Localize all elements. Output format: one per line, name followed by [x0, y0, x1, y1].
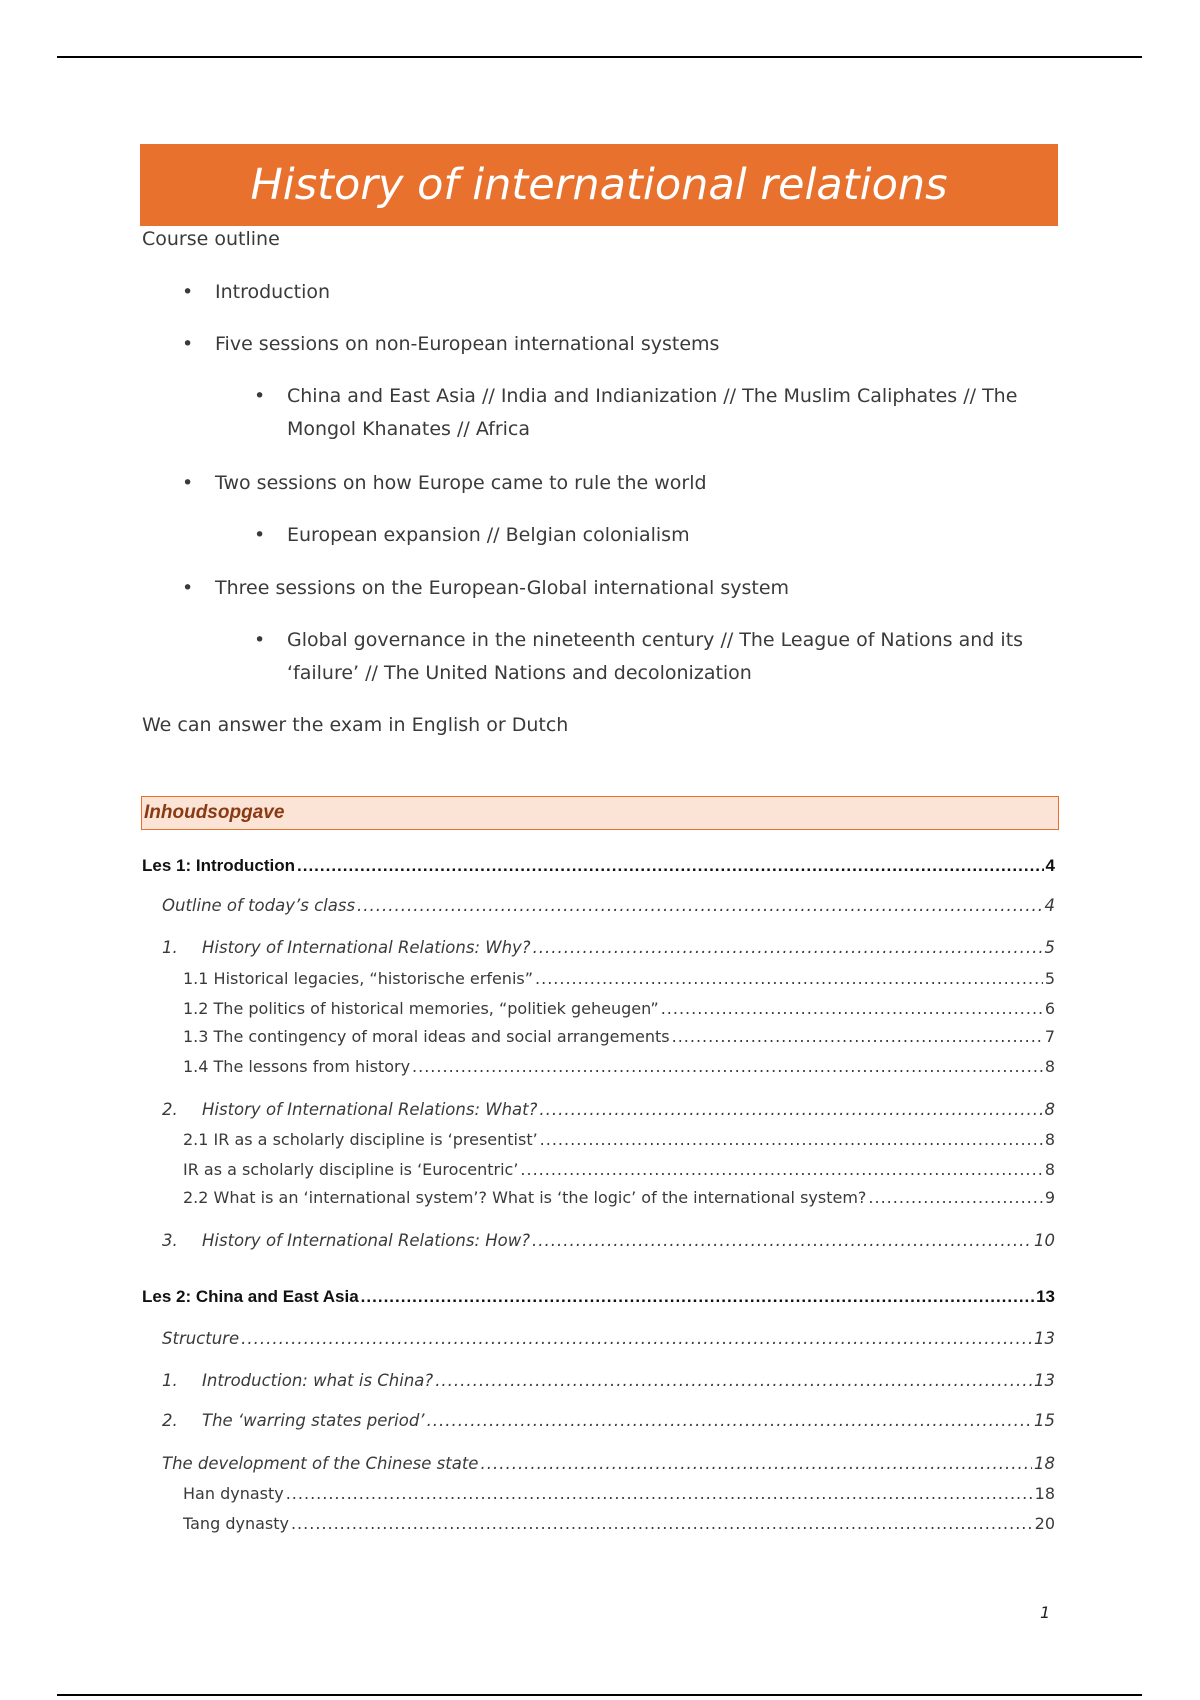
- toc-leader: [412, 1057, 1043, 1076]
- toc-entry[interactable]: [162, 938, 1055, 957]
- bullet-subitem: [254, 380, 1057, 446]
- toc-leader: [535, 969, 1043, 988]
- toc-entry-text: 1.4 The lessons from history: [183, 1057, 411, 1076]
- bullet-marker: •: [254, 629, 266, 651]
- bullet-item: [182, 328, 1055, 361]
- toc-entry-text: History of International Relations: How?: [202, 1231, 531, 1250]
- toc-leader: [357, 896, 1042, 915]
- bullet-marker: •: [254, 524, 266, 546]
- toc-leader: [540, 1130, 1043, 1149]
- toc-entry[interactable]: [183, 969, 1055, 988]
- bullet-text: Three sessions on the European-Global international system: [215, 577, 790, 599]
- toc-page: 5: [1044, 938, 1055, 957]
- toc-entry-text: 1.2 The politics of historical memories, “politiek geheugen”: [183, 999, 659, 1018]
- header-rule: [57, 56, 1142, 58]
- exam-note: We can answer the exam in English or Dutch: [142, 714, 569, 736]
- toc-number: 2.: [162, 1100, 178, 1119]
- toc-entry[interactable]: [162, 1100, 1055, 1119]
- toc-number: 3.: [162, 1231, 178, 1250]
- toc-leader: [520, 1160, 1042, 1179]
- bullet-text: Introduction: [215, 281, 331, 303]
- toc-page: 15: [1034, 1411, 1055, 1430]
- toc-leader: [291, 1514, 1033, 1533]
- bullet-subitem: [254, 519, 1057, 552]
- toc-number: 2.: [162, 1411, 178, 1430]
- toc-leader: [427, 1411, 1032, 1430]
- bullet-text: European expansion // Belgian colonialism: [287, 524, 690, 546]
- toc-entry[interactable]: [183, 999, 1055, 1018]
- toc-page: 9: [1044, 1188, 1055, 1207]
- toc-page: 13: [1034, 1329, 1055, 1348]
- toc-entry-text: 2.2 What is an ‘international system’? What is ‘the logic’ of the international system?: [183, 1188, 867, 1207]
- toc-entry-text: Tang dynasty: [183, 1514, 289, 1533]
- toc-entry-text: Structure: [162, 1329, 240, 1348]
- toc-entry-text: History of International Relations: Why?: [202, 938, 531, 957]
- toc-page: 13: [1036, 1287, 1055, 1306]
- toc-page: 13: [1034, 1371, 1055, 1390]
- toc-page: 8: [1044, 1100, 1055, 1119]
- bullet-text: Two sessions on how Europe came to rule the world: [215, 472, 707, 494]
- toc-page: 10: [1034, 1231, 1055, 1250]
- toc-entry-text: Les 1: Introduction: [142, 856, 295, 875]
- toc-page: 8: [1044, 1057, 1055, 1076]
- toc-entry-text: Outline of today’s class: [162, 896, 356, 915]
- toc-page: 7: [1044, 1027, 1055, 1046]
- toc-page: 4: [1044, 896, 1055, 915]
- bullet-subitem: [254, 624, 1057, 690]
- toc-leader: [672, 1027, 1043, 1046]
- outline-heading: Course outline: [142, 228, 280, 250]
- toc-entry[interactable]: [183, 1057, 1055, 1076]
- toc-entry-text: 1.1 Historical legacies, “historische erfenis”: [183, 969, 534, 988]
- toc-heading: Inhoudsopgave: [141, 796, 1059, 830]
- toc-entry[interactable]: [162, 1231, 1055, 1250]
- toc-leader: [533, 938, 1043, 957]
- toc-entry[interactable]: [183, 1027, 1055, 1046]
- toc-entry[interactable]: [162, 1411, 1055, 1430]
- toc-entry[interactable]: [162, 896, 1055, 915]
- page-number: 1: [1040, 1603, 1051, 1622]
- toc-page: 8: [1044, 1130, 1055, 1149]
- bullet-marker: •: [182, 472, 194, 494]
- bullet-text: Five sessions on non-European international systems: [215, 333, 720, 355]
- footer-rule: [57, 1694, 1142, 1696]
- toc-leader: [532, 1231, 1032, 1250]
- toc-entry-text: The development of the Chinese state: [162, 1454, 479, 1473]
- bullet-item: [182, 467, 1055, 500]
- toc-leader: [297, 856, 1044, 876]
- toc-number: 1.: [162, 1371, 178, 1390]
- toc-page: 18: [1034, 1454, 1055, 1473]
- toc-leader: [539, 1100, 1042, 1119]
- toc-entry-text: 1.3 The contingency of moral ideas and social arrangements: [183, 1027, 670, 1046]
- toc-leader: [480, 1454, 1032, 1473]
- toc-entry[interactable]: [183, 1160, 1055, 1179]
- toc-page: 8: [1044, 1160, 1055, 1179]
- toc-entry-text: The ‘warring states period’: [202, 1411, 425, 1430]
- bullet-item: [182, 276, 1055, 309]
- toc-entry[interactable]: [162, 1329, 1055, 1348]
- toc-number: 1.: [162, 938, 178, 957]
- toc-entry-text: Han dynasty: [183, 1484, 284, 1503]
- toc-entry-text: Les 2: China and East Asia: [142, 1287, 359, 1306]
- toc-entry-text: IR as a scholarly discipline is ‘Eurocentric’: [183, 1160, 519, 1179]
- bullet-text: Global governance in the nineteenth century // The League of Nations and its ‘failure’ // The United Nations and decolonization: [287, 629, 1024, 684]
- toc-entry-text: History of International Relations: What?: [202, 1100, 538, 1119]
- toc-page: 18: [1034, 1484, 1055, 1503]
- bullet-text: China and East Asia // India and Indianization // The Muslim Caliphates // The Mongol Khanates // Africa: [287, 385, 1018, 440]
- bullet-marker: •: [254, 385, 266, 407]
- toc-page: 6: [1044, 999, 1055, 1018]
- toc-entry-text: 2.1 IR as a scholarly discipline is ‘presentist’: [183, 1130, 538, 1149]
- toc-leader: [435, 1371, 1032, 1390]
- toc-entry[interactable]: [162, 1454, 1055, 1473]
- toc-page: 20: [1034, 1514, 1055, 1533]
- bullet-marker: •: [182, 281, 194, 303]
- bullet-marker: •: [182, 333, 194, 355]
- toc-entry[interactable]: [162, 1371, 1055, 1390]
- toc-page: 4: [1045, 856, 1055, 875]
- bullet-marker: •: [182, 577, 194, 599]
- toc-leader: [286, 1484, 1033, 1503]
- document-title: History of international relations: [140, 144, 1058, 226]
- toc-entry[interactable]: [183, 1514, 1055, 1533]
- toc-entry[interactable]: [183, 1188, 1055, 1207]
- toc-entry[interactable]: [183, 1484, 1055, 1503]
- toc-entry-les-2[interactable]: [142, 1287, 1055, 1307]
- toc-leader: [868, 1188, 1042, 1207]
- toc-leader: [361, 1287, 1034, 1307]
- bullet-item: [182, 572, 1055, 605]
- toc-leader: [241, 1329, 1032, 1348]
- toc-entry-text: Introduction: what is China?: [202, 1371, 434, 1390]
- toc-leader: [661, 999, 1043, 1018]
- toc-page: 5: [1044, 969, 1055, 988]
- toc-entry[interactable]: [183, 1130, 1055, 1149]
- toc-entry-les-1[interactable]: [142, 856, 1055, 876]
